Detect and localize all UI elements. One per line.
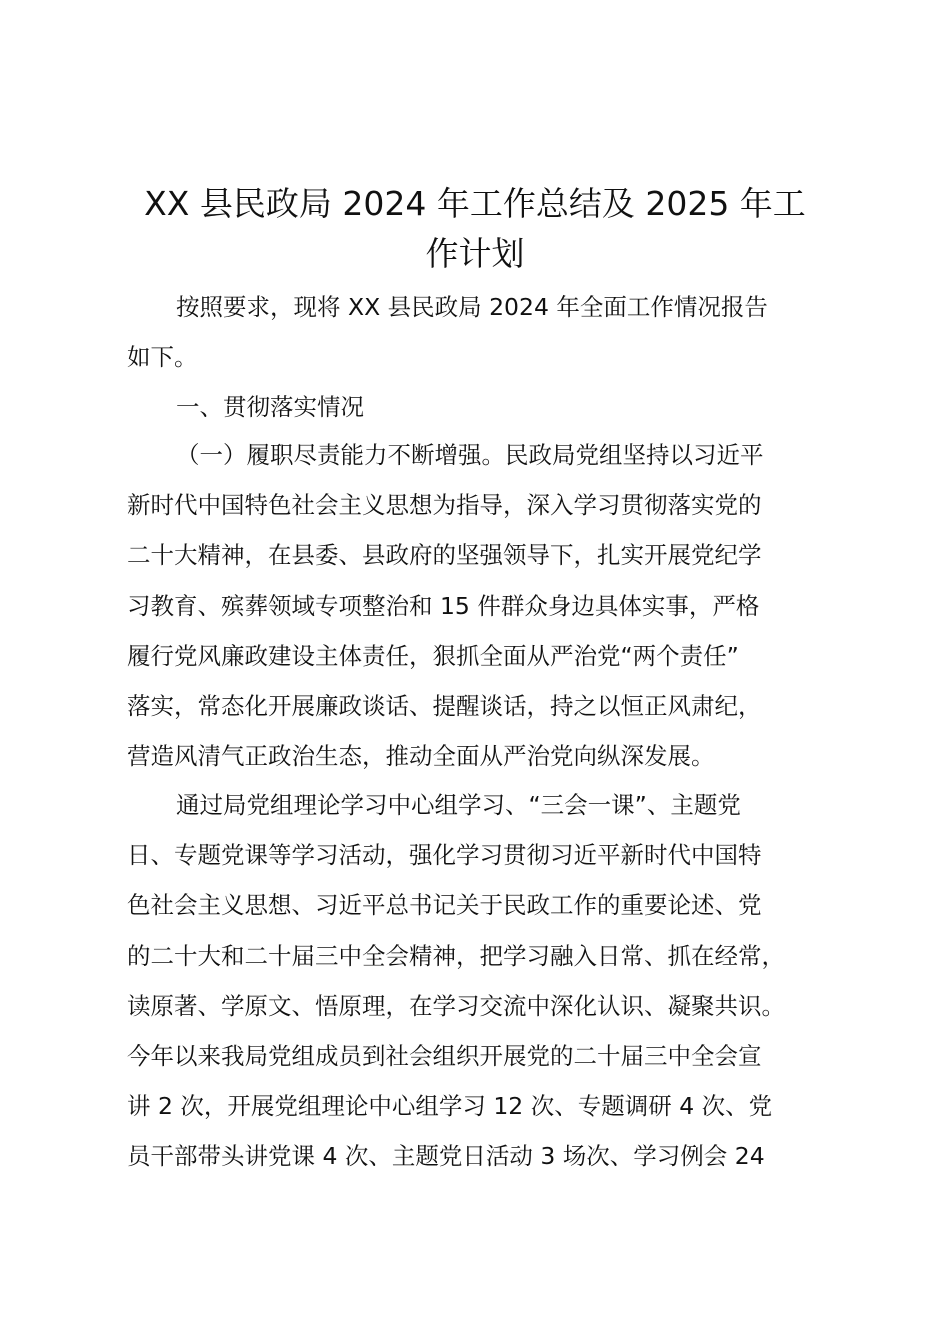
paragraph-intro xyxy=(127,282,841,382)
paragraph-line: 履行党风廉政建设主体责任，狠抓全面从严治党“两个责任” xyxy=(127,641,739,670)
paragraph-line: 讲 2 次，开展党组理论中心组学习 12 次、专题调研 4 次、党 xyxy=(127,1092,773,1121)
section-heading-line: 一、贯彻落实情况 xyxy=(176,393,364,421)
title-line-2: 作计划 xyxy=(425,234,525,274)
paragraph-line: 按照要求，现将 XX 县民政局 2024 年全面工作情况报告 xyxy=(176,293,768,321)
paragraph-line: 营造风清气正政治生态，推动全面从严治党向纵深发展。 xyxy=(127,742,715,771)
paragraph-line: 今年以来我局党组成员到社会组织开展党的二十届三中全会宣 xyxy=(127,1041,762,1070)
paragraph-line: 如下。 xyxy=(127,343,198,372)
paragraph-line: 通过局党组理论学习中心组学习、“三会一课”、主题党 xyxy=(176,791,741,819)
document-title xyxy=(100,178,850,278)
paragraph-line: 色社会主义思想、习近平总书记关于民政工作的重要论述、党 xyxy=(127,891,762,920)
paragraph-line: 员干部带头讲党课 4 次、主题党日活动 3 场次、学习例会 24 xyxy=(127,1142,765,1171)
paragraph-line: 落实，常态化开展廉政谈话、提醒谈话，持之以恒正风肃纪， xyxy=(127,691,762,720)
paragraph-1 xyxy=(127,430,841,781)
paragraph-line: （一）履职尽责能力不断增强。民政局党组坚持以习近平 xyxy=(176,441,764,469)
paragraph-line: 读原著、学原文、悟原理，在学习交流中深化认识、凝聚共识。 xyxy=(127,991,785,1020)
section-heading-1 xyxy=(127,382,841,432)
paragraph-line: 的二十大和二十届三中全会精神，把学习融入日常、抓在经常， xyxy=(127,941,785,970)
paragraph-line: 日、专题党课等学习活动，强化学习贯彻习近平新时代中国特 xyxy=(127,841,762,870)
paragraph-line: 二十大精神，在县委、县政府的坚强领导下，扎实开展党纪学 xyxy=(127,541,762,570)
paragraph-2 xyxy=(127,780,841,1182)
title-line-1: XX 县民政局 2024 年工作总结及 2025 年工 xyxy=(144,184,806,223)
paragraph-line: 习教育、殡葬领域专项整治和 15 件群众身边具体实事，严格 xyxy=(127,591,760,620)
paragraph-line: 新时代中国特色社会主义思想为指导，深入学习贯彻落实党的 xyxy=(127,491,762,520)
